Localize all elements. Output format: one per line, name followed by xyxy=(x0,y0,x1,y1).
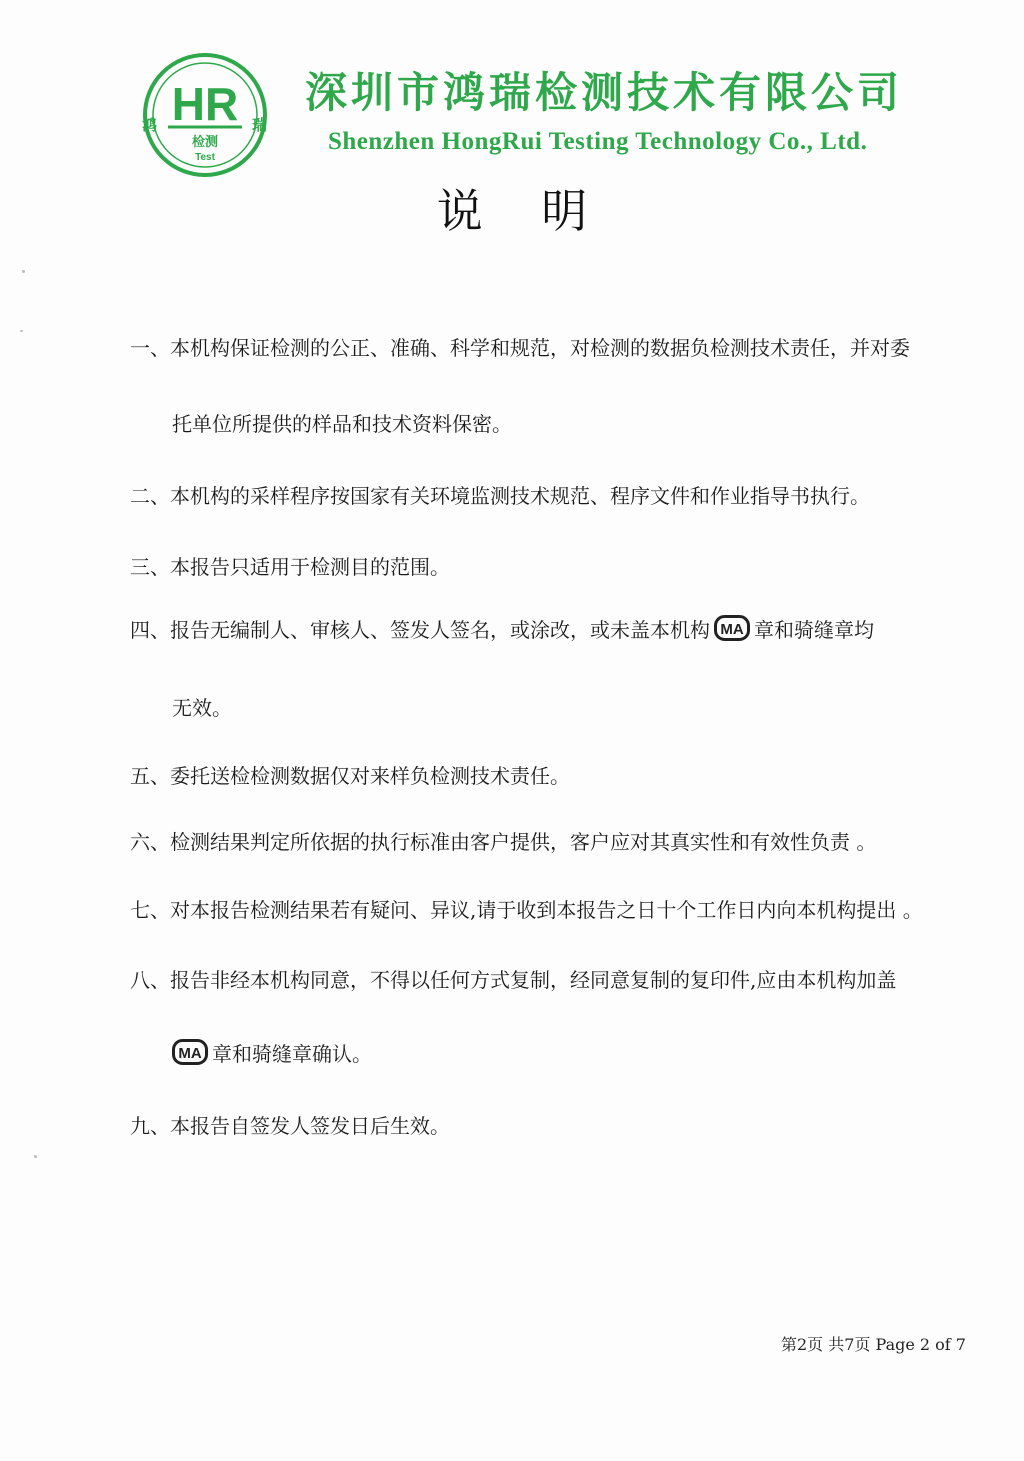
clause-text: 委托送检检测数据仅对来样负检测技术责任。 xyxy=(170,764,570,788)
clause-number: 三、 xyxy=(130,555,170,579)
clause-9 xyxy=(130,1110,970,1139)
clause-text: 本报告自签发人签发日后生效。 xyxy=(170,1114,450,1138)
clause-8-continuation xyxy=(172,1038,372,1067)
clause-4 xyxy=(130,614,970,643)
clause-number: 四、 xyxy=(130,618,170,642)
page-title: 说 明 xyxy=(436,184,588,238)
clause-1-continuation: 托单位所提供的样品和技术资料保密。 xyxy=(172,412,512,436)
clause-number: 六、 xyxy=(130,830,170,854)
clause-number: 一、 xyxy=(130,336,170,360)
clause-text-after-mark: 章和骑缝章确认。 xyxy=(212,1042,372,1066)
clause-4-continuation: 无效。 xyxy=(172,696,232,720)
clause-number: 二、 xyxy=(130,484,170,508)
clause-text: 检测结果判定所依据的执行标准由客户提供，客户应对其真实性和有效性负责 。 xyxy=(170,830,877,854)
hr-logo-icon xyxy=(140,50,270,180)
company-name-cn: 深圳市鸿瑞检测技术有限公司 xyxy=(305,68,904,117)
clause-number: 八、 xyxy=(130,968,170,992)
clause-1 xyxy=(130,332,970,361)
logo-letters: HR xyxy=(171,78,239,130)
clause-text-after-mark: 章和骑缝章均 xyxy=(754,618,874,642)
clause-5 xyxy=(130,760,970,789)
clause-text: 报告非经本机构同意，不得以任何方式复制，经同意复制的复印件,应由本机构加盖 xyxy=(170,968,897,992)
clause-text: 本报告只适用于检测目的范围。 xyxy=(170,555,450,579)
clause-7 xyxy=(130,894,970,923)
clause-text: 本机构保证检测的公正、准确、科学和规范，对检测的数据负检测技术责任，并对委 xyxy=(170,336,910,360)
clause-text: 本机构的采样程序按国家有关环境监测技术规范、程序文件和作业指导书执行。 xyxy=(170,484,870,508)
clause-text: 对本报告检测结果若有疑问、异议,请于收到本报告之日十个工作日内向本机构提出 。 xyxy=(170,898,923,922)
logo-left-char: 鸿 xyxy=(142,116,158,134)
clause-number: 七、 xyxy=(130,898,170,922)
logo-sub-en: Test xyxy=(195,152,215,163)
scan-speck xyxy=(20,330,23,332)
clause-text-before-mark: 报告无编制人、审核人、签发人签名，或涂改，或未盖本机构 xyxy=(170,618,710,642)
scan-speck xyxy=(34,1155,37,1158)
clause-3 xyxy=(130,551,970,580)
company-name-en: Shenzhen HongRui Testing Technology Co., Ltd. xyxy=(328,128,868,155)
page-number: 第2页 共7页 Page 2 of 7 xyxy=(780,1335,966,1354)
scan-speck xyxy=(22,270,25,273)
cma-seal-icon xyxy=(714,615,750,641)
ma-label: MA xyxy=(720,621,744,638)
logo-right-char: 瑞 xyxy=(252,116,268,134)
clause-6 xyxy=(130,826,970,855)
clause-8 xyxy=(130,964,970,993)
clause-number: 五、 xyxy=(130,764,170,788)
logo-sub-cn: 检测 xyxy=(191,135,219,150)
ma-label: MA xyxy=(178,1045,202,1062)
clause-2 xyxy=(130,480,970,509)
clause-number: 九、 xyxy=(130,1114,170,1138)
cma-seal-icon xyxy=(172,1039,208,1065)
